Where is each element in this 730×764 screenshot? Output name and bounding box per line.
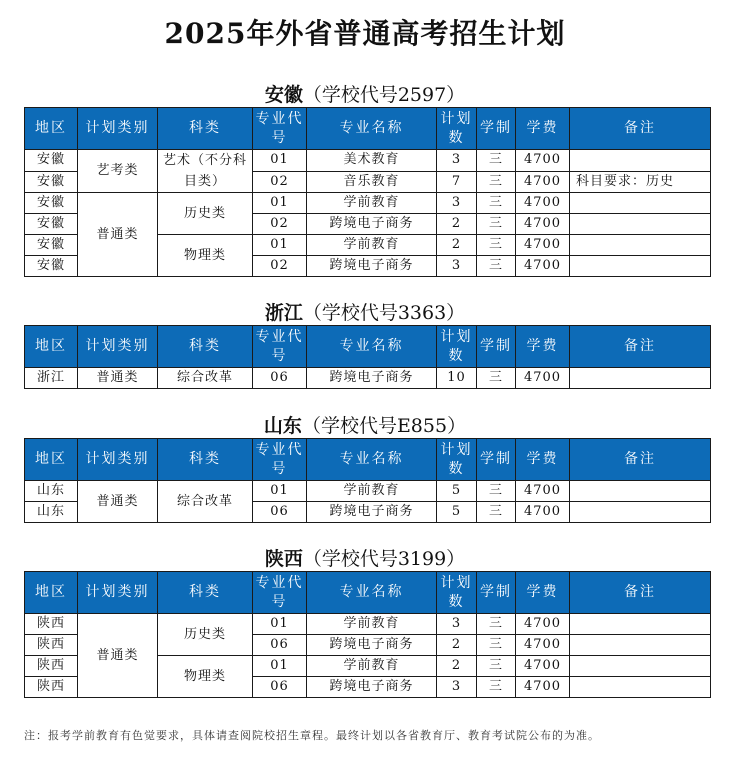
section-school-code: （学校代号3199） [302, 548, 466, 570]
major-name-cell: 学前教育 [307, 656, 437, 677]
table-row [25, 150, 711, 172]
fee-cell: 4700 [516, 502, 570, 523]
header-cell: 学费 [516, 108, 570, 150]
years-cell: 三 [477, 481, 516, 502]
region-cell: 陕西 [25, 614, 78, 635]
table-header-row [25, 572, 711, 614]
quota-cell: 2 [437, 656, 477, 677]
region-cell: 安徽 [25, 193, 78, 214]
quota-cell: 2 [437, 214, 477, 235]
major-code-cell: 06 [253, 677, 307, 698]
section-school-code: （学校代号2597） [302, 84, 466, 106]
note-cell [570, 150, 711, 172]
major-name-cell: 跨境电子商务 [307, 502, 437, 523]
major-name-cell: 音乐教育 [307, 171, 437, 193]
major-name-cell: 学前教育 [307, 614, 437, 635]
fee-cell: 4700 [516, 368, 570, 389]
region-cell: 安徽 [25, 235, 78, 256]
header-cell: 计划数 [437, 439, 477, 481]
quota-cell: 5 [437, 502, 477, 523]
note-cell [570, 481, 711, 502]
region-cell: 浙江 [25, 368, 78, 389]
table-header-row [25, 439, 711, 481]
category-cell: 普通类 [78, 368, 158, 389]
subject-cell: 物理类 [158, 656, 253, 698]
category-cell: 普通类 [78, 614, 158, 698]
years-cell: 三 [477, 214, 516, 235]
region-cell: 陕西 [25, 677, 78, 698]
header-cell: 专业名称 [307, 326, 437, 368]
plan-table-shaanxi [24, 571, 711, 698]
header-cell: 备注 [570, 108, 711, 150]
major-code-cell: 01 [253, 150, 307, 172]
major-name-cell: 跨境电子商务 [307, 256, 437, 277]
note-cell [570, 502, 711, 523]
header-cell: 专业名称 [307, 572, 437, 614]
major-code-cell: 02 [253, 171, 307, 193]
header-cell: 计划数 [437, 108, 477, 150]
fee-cell: 4700 [516, 214, 570, 235]
note-cell [570, 656, 711, 677]
region-cell: 安徽 [25, 214, 78, 235]
section-province: 陕西 [264, 548, 303, 570]
years-cell: 三 [477, 150, 516, 172]
major-code-cell: 02 [253, 214, 307, 235]
quota-cell: 3 [437, 614, 477, 635]
table-row [25, 368, 711, 389]
table-header-row [25, 326, 711, 368]
section-school-code: （学校代号3363） [302, 302, 466, 324]
note-cell: 科目要求：历史 [570, 171, 711, 193]
section-title-shaanxi [0, 544, 730, 571]
header-cell: 科类 [158, 108, 253, 150]
table-header-row [25, 108, 711, 150]
major-name-cell: 跨境电子商务 [307, 635, 437, 656]
header-cell: 学制 [477, 326, 516, 368]
quota-cell: 2 [437, 235, 477, 256]
region-cell: 山东 [25, 502, 78, 523]
header-cell: 计划类别 [78, 439, 158, 481]
major-name-cell: 学前教育 [307, 481, 437, 502]
major-name-cell: 学前教育 [307, 193, 437, 214]
region-cell: 安徽 [25, 256, 78, 277]
years-cell: 三 [477, 635, 516, 656]
fee-cell: 4700 [516, 150, 570, 172]
header-cell: 学费 [516, 439, 570, 481]
header-cell: 地区 [25, 439, 78, 481]
header-cell: 专业代号 [253, 439, 307, 481]
fee-cell: 4700 [516, 635, 570, 656]
page-title: 2025年外省普通高考招生计划 [164, 17, 566, 50]
section-title-zhejiang [0, 298, 730, 325]
header-cell: 科类 [158, 439, 253, 481]
note-cell [570, 193, 711, 214]
footnote: 注：报考学前教育有色觉要求，具体请查阅院校招生章程。最终计划以各省教育厅、教育考试院公布的为准。 [24, 729, 600, 742]
quota-cell: 3 [437, 677, 477, 698]
major-name-cell: 跨境电子商务 [307, 214, 437, 235]
quota-cell: 7 [437, 171, 477, 193]
header-cell: 计划数 [437, 572, 477, 614]
years-cell: 三 [477, 677, 516, 698]
note-cell [570, 614, 711, 635]
note-cell [570, 368, 711, 389]
header-cell: 计划类别 [78, 108, 158, 150]
fee-cell: 4700 [516, 677, 570, 698]
table-row [25, 193, 711, 214]
plan-table-anhui [24, 107, 711, 277]
years-cell: 三 [477, 368, 516, 389]
major-code-cell: 01 [253, 193, 307, 214]
table-row [25, 481, 711, 502]
note-cell [570, 635, 711, 656]
category-cell: 普通类 [78, 481, 158, 523]
years-cell: 三 [477, 171, 516, 193]
header-cell: 学费 [516, 572, 570, 614]
table-row [25, 614, 711, 635]
quota-cell: 5 [437, 481, 477, 502]
subject-cell: 艺术（不分科目类） [158, 150, 253, 193]
header-cell: 计划类别 [78, 326, 158, 368]
major-code-cell: 01 [253, 656, 307, 677]
fee-cell: 4700 [516, 481, 570, 502]
header-cell: 地区 [25, 326, 78, 368]
header-cell: 计划数 [437, 326, 477, 368]
header-cell: 专业名称 [307, 108, 437, 150]
header-cell: 专业代号 [253, 108, 307, 150]
quota-cell: 3 [437, 193, 477, 214]
plan-table-zhejiang [24, 325, 711, 389]
quota-cell: 2 [437, 635, 477, 656]
header-cell: 专业名称 [307, 439, 437, 481]
section-province: 浙江 [264, 302, 303, 324]
years-cell: 三 [477, 256, 516, 277]
major-code-cell: 02 [253, 256, 307, 277]
region-cell: 安徽 [25, 150, 78, 172]
years-cell: 三 [477, 193, 516, 214]
section-school-code: （学校代号E855） [301, 415, 467, 437]
header-cell: 学制 [477, 108, 516, 150]
quota-cell: 3 [437, 256, 477, 277]
header-cell: 地区 [25, 108, 78, 150]
major-code-cell: 06 [253, 368, 307, 389]
subject-cell: 历史类 [158, 193, 253, 235]
major-code-cell: 01 [253, 235, 307, 256]
header-cell: 专业代号 [253, 326, 307, 368]
major-code-cell: 06 [253, 502, 307, 523]
years-cell: 三 [477, 656, 516, 677]
major-code-cell: 01 [253, 481, 307, 502]
section-title-shandong [0, 411, 730, 438]
fee-cell: 4700 [516, 235, 570, 256]
header-cell: 计划类别 [78, 572, 158, 614]
fee-cell: 4700 [516, 193, 570, 214]
header-cell: 学制 [477, 439, 516, 481]
major-code-cell: 01 [253, 614, 307, 635]
fee-cell: 4700 [516, 614, 570, 635]
region-cell: 陕西 [25, 656, 78, 677]
region-cell: 山东 [25, 481, 78, 502]
fee-cell: 4700 [516, 656, 570, 677]
section-province: 山东 [263, 415, 302, 437]
header-cell: 科类 [158, 572, 253, 614]
header-cell: 备注 [570, 439, 711, 481]
header-cell: 学费 [516, 326, 570, 368]
section-province: 安徽 [264, 84, 303, 106]
header-cell: 备注 [570, 572, 711, 614]
years-cell: 三 [477, 235, 516, 256]
major-name-cell: 学前教育 [307, 235, 437, 256]
major-name-cell: 跨境电子商务 [307, 677, 437, 698]
category-cell: 普通类 [78, 193, 158, 277]
years-cell: 三 [477, 614, 516, 635]
major-name-cell: 美术教育 [307, 150, 437, 172]
header-cell: 科类 [158, 326, 253, 368]
header-cell: 备注 [570, 326, 711, 368]
note-cell [570, 677, 711, 698]
region-cell: 陕西 [25, 635, 78, 656]
major-name-cell: 跨境电子商务 [307, 368, 437, 389]
header-cell: 专业代号 [253, 572, 307, 614]
subject-cell: 历史类 [158, 614, 253, 656]
subject-cell: 物理类 [158, 235, 253, 277]
plan-table-shandong [24, 438, 711, 523]
region-cell: 安徽 [25, 171, 78, 193]
note-cell [570, 256, 711, 277]
quota-cell: 3 [437, 150, 477, 172]
major-code-cell: 06 [253, 635, 307, 656]
header-cell: 学制 [477, 572, 516, 614]
section-title-anhui [0, 80, 730, 107]
fee-cell: 4700 [516, 256, 570, 277]
years-cell: 三 [477, 502, 516, 523]
fee-cell: 4700 [516, 171, 570, 193]
note-cell [570, 235, 711, 256]
quota-cell: 10 [437, 368, 477, 389]
category-cell: 艺考类 [78, 150, 158, 193]
subject-cell: 综合改革 [158, 481, 253, 523]
subject-cell: 综合改革 [158, 368, 253, 389]
header-cell: 地区 [25, 572, 78, 614]
note-cell [570, 214, 711, 235]
